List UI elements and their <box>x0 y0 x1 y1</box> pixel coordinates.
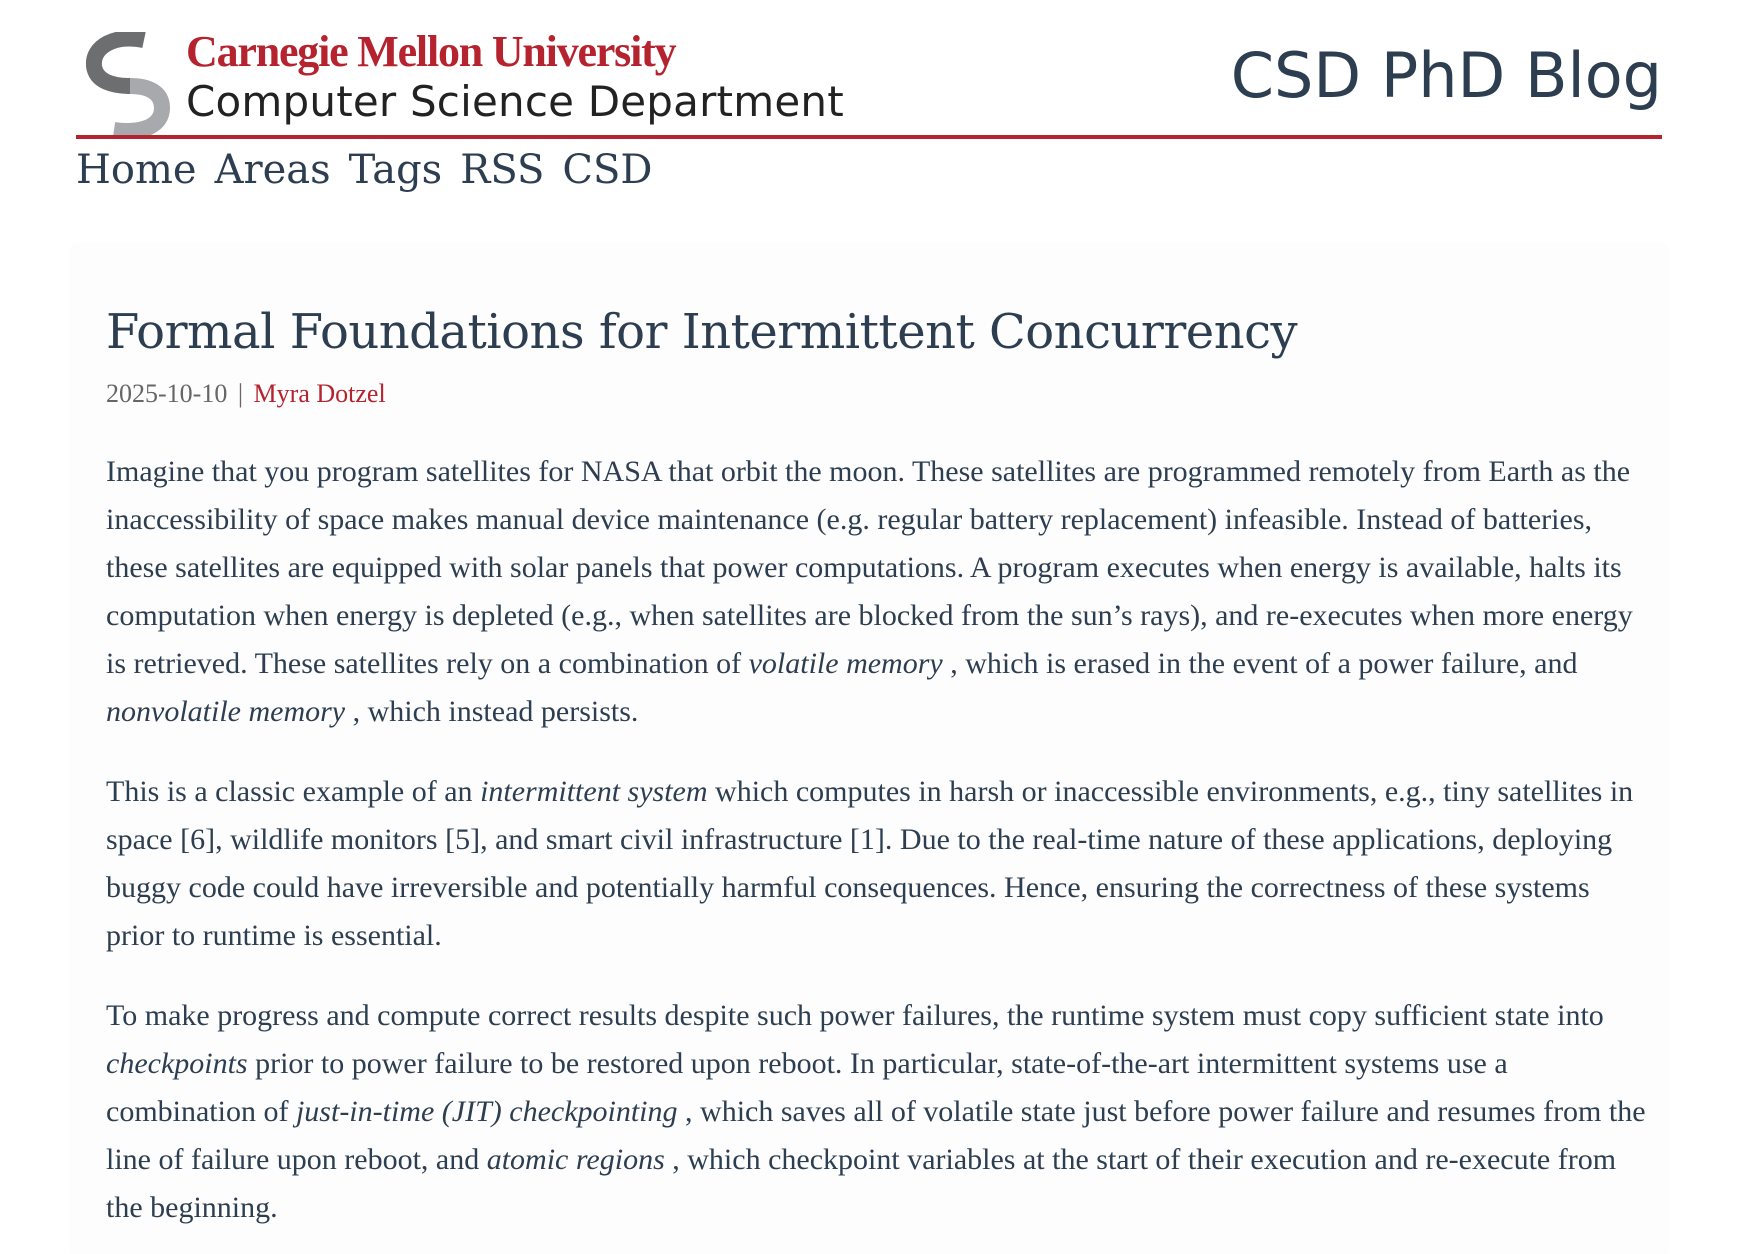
paragraph-text: prior to power failure to be restored upon reboot. In particular, state-of-the-art intermittent systems use a combination of <box>106 1047 1508 1128</box>
nav-tags[interactable]: Tags <box>348 147 443 193</box>
meta-separator: | <box>237 379 244 408</box>
paragraph-text: Imagine that you program satellites for NASA that orbit the moon. These satellites are programmed remotely from Earth as the inaccessibility of space makes manual device maintenance (e.g. regular battery replacement) infeasible. Instead of batteries, these satellites are equipped with solar panels that power computations. A program executes when energy is available, halts its computation when energy is depleted (e.g., when satellites are blocked from the sun’s rays), and re-executes when more energy is retrieved. These satellites rely on a combination of <box>106 455 1633 680</box>
csd-logo-icon[interactable] <box>86 32 172 138</box>
blog-title[interactable]: CSD PhD Blog <box>1230 39 1662 112</box>
paragraph-text: , which saves all of volatile state just before power failure and resumes from the line of failure upon reboot, and <box>106 1095 1646 1176</box>
paragraph-2 <box>106 768 1646 960</box>
department-name[interactable]: Computer Science Department <box>186 77 844 126</box>
post-date: 2025-10-10 <box>106 379 228 408</box>
paragraph-text: , which instead persists. <box>345 695 639 728</box>
emphasis-nonvolatile-memory: nonvolatile memory <box>106 695 346 728</box>
emphasis-intermittent-system: intermittent system <box>480 775 708 808</box>
emphasis-checkpoints: checkpoints <box>106 1047 248 1080</box>
paragraph-1 <box>106 448 1646 736</box>
paragraph-text: To make progress and compute correct results despite such power failures, the runtime system must copy sufficient state into <box>106 999 1604 1032</box>
paragraph-text: , which checkpoint variables at the start of their execution and re-execute from the beginning. <box>106 1143 1617 1224</box>
header-divider <box>76 135 1662 139</box>
emphasis-volatile-memory: volatile memory <box>748 647 943 680</box>
post-author-link[interactable]: Myra Dotzel <box>253 379 386 408</box>
nav-home[interactable]: Home <box>76 147 197 193</box>
post-title: Formal Foundations for Intermittent Concurrency <box>106 304 1298 360</box>
emphasis-atomic-regions: atomic regions <box>486 1143 665 1176</box>
paragraph-text: which computes in harsh or inaccessible environments, e.g., tiny satellites in space [6], wildlife monitors [5], and smart civil infrastructure [1]. Due to the real-time nature of these applications, deploying buggy code could have irreversible and potentially harmful consequences. Hence, ensuring the correctness of these systems prior to runtime is essential. <box>106 775 1634 952</box>
university-name[interactable]: Carnegie Mellon University <box>186 27 676 76</box>
nav-csd[interactable]: CSD <box>562 147 653 193</box>
main-nav <box>76 146 653 194</box>
post-body <box>106 448 1646 1254</box>
nav-rss[interactable]: RSS <box>460 147 545 193</box>
paragraph-3 <box>106 992 1646 1232</box>
site-header <box>76 20 1662 138</box>
nav-areas[interactable]: Areas <box>214 147 331 193</box>
paragraph-text: , which is erased in the event of a power failure, and <box>942 647 1578 680</box>
emphasis-jit-checkpointing: just-in-time (JIT) checkpointing <box>295 1095 678 1128</box>
paragraph-text: This is a classic example of an <box>106 775 481 808</box>
post-meta <box>106 378 386 409</box>
